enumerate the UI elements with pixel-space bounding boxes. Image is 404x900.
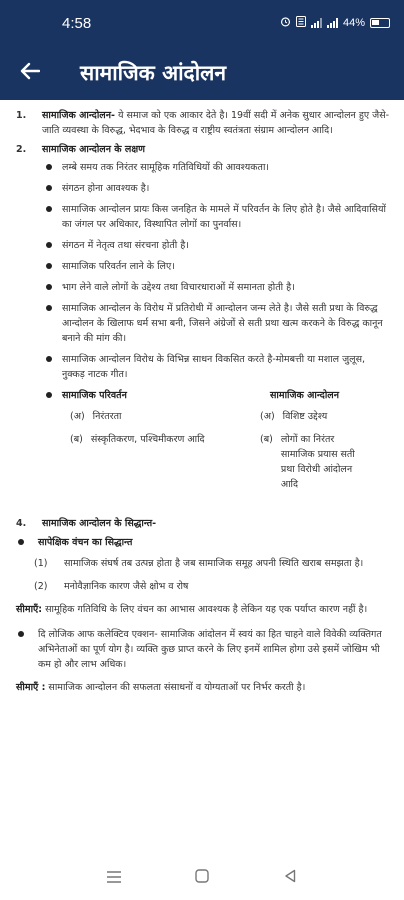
bullet-icon bbox=[46, 284, 52, 290]
list-item bbox=[46, 259, 390, 274]
note-label: सीमाएँ : bbox=[16, 682, 46, 693]
list-item-text: सामाजिक परिवर्तन लाने के लिए। bbox=[62, 261, 175, 272]
list-item bbox=[46, 202, 390, 232]
list-item-text: संगठन में नेतृत्व तथा संरचना होती है। bbox=[62, 240, 189, 251]
battery-percent: 44% bbox=[342, 17, 365, 29]
item-label: (अ) bbox=[70, 411, 85, 422]
comparison-left-heading: सामाजिक परिवर्तन bbox=[62, 390, 127, 401]
bullet-icon bbox=[18, 539, 24, 545]
status-icons bbox=[280, 16, 390, 30]
signal-icon-2 bbox=[327, 18, 338, 28]
comparison-item bbox=[260, 409, 390, 424]
list-item-text: सामाजिक आन्दोलन प्रायः किस जनहित के मामले में परिवर्तन के लिए होते है। जैसे आदिवासियों का जंगल पर अधिकार, विस्थापित लोगों का पुनर्वास। bbox=[62, 204, 386, 230]
bullet-icon bbox=[46, 206, 52, 212]
back-triangle-icon bbox=[284, 868, 296, 887]
list-item bbox=[46, 238, 390, 253]
note-text: सामाजिक आन्दोलन की सफलता संसाधनों व योग्यताओं पर निर्भर करती है। bbox=[45, 682, 306, 693]
point-text: मनोवैज्ञानिक कारण जैसे क्षोभ व रोष bbox=[64, 581, 189, 592]
app-bar bbox=[0, 46, 404, 100]
note-label: सीमाएँ: bbox=[16, 604, 43, 615]
comparison-item bbox=[260, 432, 390, 492]
list-item bbox=[46, 352, 390, 382]
section-text: ये समाज को एक आकार देते है। 19वीं सदी में अनेक सुधार आन्दोलन हुए जैसे- जाति व्यवस्था के विरुद्ध, भेदभाव के विरुद्ध व राष्ट्रीय स्वतंत्रता संग्राम आन्दोलन आदि। bbox=[42, 110, 390, 136]
menu-icon bbox=[106, 868, 122, 887]
item-label: (ब) bbox=[260, 434, 273, 445]
alarm-icon bbox=[280, 16, 291, 30]
bullet-icon bbox=[46, 305, 52, 311]
item-text: निरंतरता bbox=[92, 411, 122, 422]
list-item bbox=[46, 181, 390, 196]
page-title: सामाजिक आंदोलन bbox=[80, 61, 227, 85]
theory-text: दि लोजिक आफ कलेक्टिव एक्शन- सामाजिक आंदोलन में स्वयं का हित चाहने वाले विवेकी व्यक्तिगत अभिनेताओं का पूर्ण योग है। व्यक्ति कुछ प्राप्त करने के लिए इनमें शामिल होगा उसे इसमें जोखिम भी कम हो और लाभ अधिक। bbox=[38, 629, 382, 670]
section-1 bbox=[16, 108, 390, 138]
comparison-left-header bbox=[46, 388, 246, 409]
note-text: सामूहिक गतिविधि के लिए वंचन का आभास आवश्यक है लेकिन यह एक पर्याप्त कारण नहीं है। bbox=[42, 604, 368, 615]
list-item bbox=[46, 280, 390, 295]
system-nav-bar bbox=[0, 855, 404, 900]
bullet-icon bbox=[46, 392, 52, 398]
bullet-icon bbox=[46, 242, 52, 248]
list-item-text: सामाजिक आन्दोलन के विरोध में प्रतिरोधी में आन्दोलन जन्म लेते है। जैसे सती प्रथा के विरुद्ध आन्दोलन के खिलाफ धर्म सभा बनी, जिसने अंग्रेजों से सती प्रथा खत्म करकने के विरुद्ध कानून बनाने की मांग की। bbox=[62, 303, 383, 344]
item-text: लोगों का निरंतर सामाजिक प्रयास सती प्रथा विरोधी आंदोलन आदि bbox=[280, 434, 355, 490]
theory-point bbox=[34, 579, 390, 594]
point-text: सामाजिक संघर्ष तब उत्पन्न होता है जब सामाजिक समूह अपनी स्थिति खराब समझता है। bbox=[64, 558, 364, 569]
list-item-text: भाग लेने वाले लोगों के उद्देश्य तथा विचारधाराओं में समानता होती है। bbox=[62, 282, 295, 293]
section-2 bbox=[16, 142, 390, 157]
bullet-icon bbox=[18, 631, 24, 637]
limitations-note bbox=[16, 602, 390, 617]
section-heading: सामाजिक आन्दोलन- bbox=[42, 110, 115, 121]
section-number: 2. bbox=[16, 144, 27, 155]
section-4 bbox=[16, 516, 390, 531]
list-item bbox=[46, 160, 390, 175]
list-item-text: सामाजिक आन्दोलन विरोध के विभिन्न साधन विकसित करते है-मोमबत्ती या मशाल जुलूस, नुक्कड़ नाटक गीत। bbox=[62, 354, 366, 380]
section-number: 1. bbox=[16, 110, 27, 121]
point-label: (2) bbox=[34, 581, 48, 592]
bullet-icon bbox=[46, 164, 52, 170]
theory-2 bbox=[18, 627, 390, 672]
back-nav-button[interactable] bbox=[270, 863, 310, 893]
recents-button[interactable] bbox=[94, 863, 134, 893]
bullet-icon bbox=[46, 263, 52, 269]
list-item-text: संगठन होना आवश्यक है। bbox=[62, 183, 150, 194]
comparison-item bbox=[70, 409, 246, 424]
theory-point bbox=[34, 556, 390, 571]
list-item-text: लम्बे समय तक निरंतर सामूहिक गतिविधियों की आवश्यकता। bbox=[62, 162, 270, 173]
item-text: संस्कृतिकरण, पश्चिमीकरण आदि bbox=[90, 434, 205, 445]
item-label: (अ) bbox=[260, 411, 275, 422]
item-label: (ब) bbox=[70, 434, 83, 445]
signal-icon-1 bbox=[311, 18, 322, 28]
back-arrow-icon bbox=[20, 62, 40, 84]
comparison-right-column bbox=[260, 388, 390, 500]
section-heading: सामाजिक आन्दोलन के सिद्धान्त- bbox=[42, 518, 157, 529]
volte-icon bbox=[296, 16, 306, 30]
point-label: (1) bbox=[34, 558, 48, 569]
comparison-right-heading: सामाजिक आन्दोलन bbox=[270, 390, 340, 401]
home-square-icon bbox=[195, 868, 209, 887]
comparison-table bbox=[46, 388, 390, 500]
back-button[interactable] bbox=[0, 46, 60, 100]
section-heading: सामाजिक आन्दोलन के लक्षण bbox=[42, 144, 146, 155]
bullet-icon bbox=[46, 356, 52, 362]
section-body bbox=[42, 108, 390, 138]
theory-heading bbox=[18, 535, 390, 550]
list-item bbox=[46, 301, 390, 346]
theory-title: सापेक्षिक वंचन का सिद्धान्त bbox=[38, 537, 133, 548]
status-time: 4:58 bbox=[62, 14, 92, 32]
section-number: 4. bbox=[16, 518, 27, 529]
comparison-item bbox=[70, 432, 246, 447]
comparison-left-column bbox=[46, 388, 246, 500]
content-area[interactable] bbox=[0, 100, 404, 855]
battery-icon bbox=[370, 18, 390, 28]
bullet-icon bbox=[46, 185, 52, 191]
status-bar bbox=[0, 0, 404, 46]
home-button[interactable] bbox=[182, 863, 222, 893]
item-text: विशिष्ट उद्देश्य bbox=[282, 411, 328, 422]
limitations-note bbox=[16, 680, 390, 695]
